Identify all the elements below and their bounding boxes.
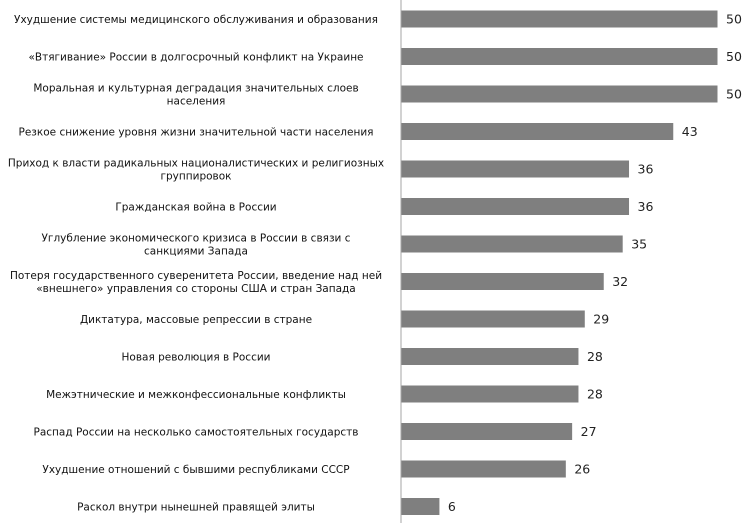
category-label: Диктатура, массовые репрессии в стране [79, 314, 313, 326]
bar [402, 273, 604, 290]
data-label: 50 [726, 11, 742, 27]
data-label: 29 [593, 311, 610, 327]
category-label: Ухудшение отношений с бывшими республиками СССР [42, 464, 350, 476]
bar [402, 348, 579, 365]
category-label: Межэтнические и межконфессиональные конфликты [46, 389, 346, 401]
data-label: 27 [580, 424, 597, 439]
bar [402, 123, 674, 140]
bar [402, 386, 579, 403]
category-label: Моральная и культурная деградация значительных слоев населения [33, 82, 359, 108]
bar [402, 86, 718, 103]
bar [402, 423, 573, 440]
category-label: Гражданская война в России [115, 201, 277, 214]
data-label: 43 [681, 124, 698, 139]
category-label: Новая революция в России [121, 351, 271, 364]
bar [402, 48, 718, 65]
data-label: 36 [637, 161, 654, 177]
category-label: Углубление экономического кризиса в России в связи с санкциями Запада [41, 232, 351, 258]
category-label: Приход к власти радикальных националистических и религиозных группировок [7, 157, 385, 183]
bar [402, 311, 585, 328]
data-label: 6 [447, 499, 456, 514]
data-label: 36 [637, 199, 654, 214]
category-label: Раскол внутри нынешней правящей элиты [77, 501, 315, 514]
bar [402, 236, 623, 253]
data-label: 26 [574, 461, 591, 477]
category-label: Ухудшение системы медицинского обслуживания и образования [14, 14, 378, 26]
data-label: 35 [631, 236, 648, 252]
category-label: Потеря государственного суверенитета России, введение над ней «внешнего» управления со стороны США и стран Запада [9, 270, 383, 295]
data-label: 28 [586, 349, 603, 364]
category-label: «Втягивание» России в долгосрочный конфликт на Украине [28, 51, 364, 64]
bar [402, 498, 440, 515]
bar [402, 198, 630, 215]
category-label: Распад России на несколько самостоятельных государств [33, 426, 359, 439]
bar [402, 161, 630, 178]
data-label: 32 [612, 274, 629, 289]
category-label: Резкое снижение уровня жизни значительной части населения [18, 126, 374, 139]
data-label: 28 [586, 386, 603, 402]
data-label: 50 [726, 49, 742, 64]
bar [402, 461, 566, 478]
data-label: 50 [726, 86, 742, 102]
bar [402, 11, 718, 28]
